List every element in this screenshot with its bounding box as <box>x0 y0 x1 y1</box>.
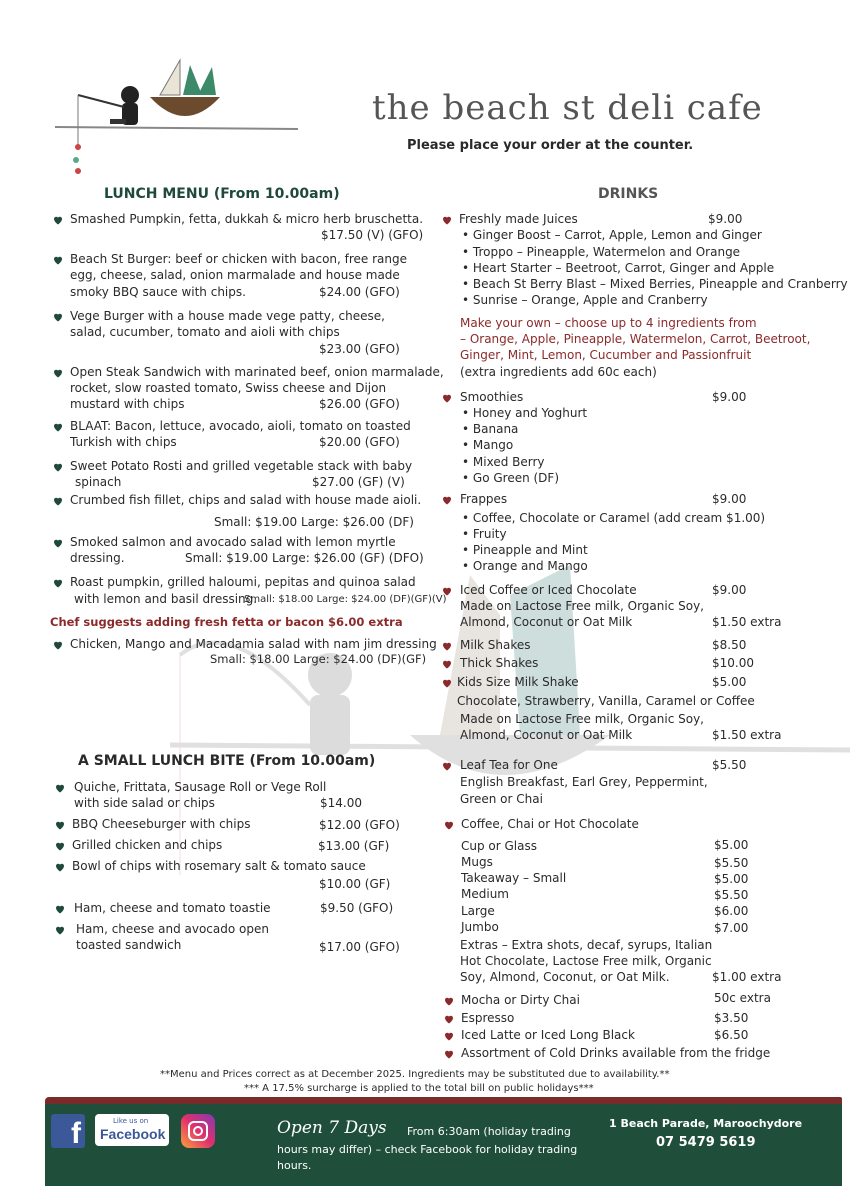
menu-item-name: Open Steak Sandwich with marinated beef, onion marmalade, <box>70 365 444 379</box>
drink-price: $8.50 <box>712 638 747 652</box>
drink-name: Coffee, Chai or Hot Chocolate <box>461 817 639 831</box>
menu-item-name: Ham, cheese and avocado open <box>76 922 269 936</box>
drink-name: Assortment of Cold Drinks available from the fridge <box>461 1046 771 1060</box>
drink-name: Freshly made Juices <box>459 212 578 226</box>
heart-icon <box>441 585 453 597</box>
drink-price: $9.00 <box>712 583 747 597</box>
drink-option: • Mixed Berry <box>462 455 545 469</box>
menu-item-price: $27.00 (GF) (V) <box>312 475 405 489</box>
drink-price: $9.00 <box>712 390 747 404</box>
footer-bar <box>45 1104 842 1186</box>
drink-price: $5.50 <box>714 856 749 870</box>
menu-item-name: Bowl of chips with rosemary salt & tomato sauce <box>72 859 366 873</box>
menu-item-desc: mustard with chips <box>70 397 185 411</box>
drink-name: Iced Latte or Iced Long Black <box>461 1028 635 1042</box>
drink-name: Milk Shakes <box>460 638 531 652</box>
drink-price: $9.00 <box>708 212 743 226</box>
drink-desc: English Breakfast, Earl Grey, Peppermint, <box>460 775 708 789</box>
menu-item-name: Sweet Potato Rosti and grilled vegetable stack with baby <box>70 459 413 473</box>
menu-item-price: $14.00 <box>320 796 362 810</box>
drink-size: Takeaway – Small <box>461 871 567 885</box>
menu-item-price: Small: $18.00 Large: $24.00 (DF)(GF) <box>210 652 427 666</box>
drink-price: $5.50 <box>712 758 747 772</box>
drink-desc: Made on Lactose Free milk, Organic Soy, <box>460 599 704 613</box>
like-us-label: Like us on <box>113 1117 149 1125</box>
drink-desc: Made on Lactose Free milk, Organic Soy, <box>460 712 704 726</box>
make-own-line: (extra ingredients add 60c each) <box>460 365 657 379</box>
facebook-label: Facebook <box>100 1126 166 1142</box>
menu-note: **Menu and Prices correct as at December 2025. Ingredients may be substituted due to availability.** <box>160 1069 670 1080</box>
drink-desc: Chocolate, Strawberry, Vanilla, Caramel or Coffee <box>457 694 755 708</box>
menu-item-desc: Turkish with chips <box>70 435 177 449</box>
drink-option: • Orange and Mango <box>462 559 588 573</box>
menu-item-desc: spinach <box>75 475 122 489</box>
heart-icon <box>54 903 66 915</box>
menu-item-name: Crumbed fish fillet, chips and salad with house made aioli. <box>70 493 422 507</box>
menu-item-name: Grilled chicken and chips <box>72 838 223 852</box>
heart-icon <box>52 311 64 323</box>
menu-item-price: $24.00 (GFO) <box>319 285 400 299</box>
drink-desc: Green or Chai <box>460 792 543 806</box>
menu-item-name: BLAAT: Bacon, lettuce, avocado, aioli, tomato on toasted <box>70 419 411 433</box>
drink-price: $6.00 <box>714 904 749 918</box>
drink-name: Smoothies <box>460 390 524 404</box>
drink-price: $5.50 <box>714 888 749 902</box>
drink-size: Mugs <box>461 855 493 869</box>
heart-icon <box>443 1048 455 1060</box>
menu-item-price: $17.50 (V) (GFO) <box>321 228 424 242</box>
heart-icon <box>441 494 453 506</box>
drink-price: $1.00 extra <box>712 970 782 984</box>
drink-price: $1.50 extra <box>712 615 782 629</box>
drink-option: • Honey and Yoghurt <box>462 406 588 420</box>
drink-price: $3.50 <box>714 1011 749 1025</box>
make-own-line: – Orange, Apple, Pineapple, Watermelon, Carrot, Beetroot, <box>460 332 811 346</box>
make-own-line: Make your own – choose up to 4 ingredients from <box>460 316 757 330</box>
drink-option: • Ginger Boost – Carrot, Apple, Lemon and Ginger <box>462 228 762 242</box>
menu-item-desc: toasted sandwich <box>76 938 182 952</box>
menu-item-price: Small: $19.00 Large: $26.00 (DF) <box>214 515 414 529</box>
menu-item-price: $17.00 (GFO) <box>319 940 400 954</box>
drink-name: Leaf Tea for One <box>460 758 558 772</box>
heart-icon <box>443 819 455 831</box>
menu-item-desc: with side salad or chips <box>74 796 215 810</box>
drink-price: $5.00 <box>714 872 749 886</box>
heart-icon <box>52 537 64 549</box>
menu-item-price: $20.00 (GFO) <box>319 435 400 449</box>
heart-icon <box>441 677 453 689</box>
drinks-heading: DRINKS <box>598 186 659 202</box>
drink-name: Espresso <box>461 1011 515 1025</box>
heart-icon <box>54 924 66 936</box>
address: 1 Beach Parade, Maroochydore <box>609 1117 803 1130</box>
menu-item-price: $9.50 (GFO) <box>320 901 394 915</box>
menu-item-price: $13.00 (GF) <box>318 839 390 853</box>
order-instructions: Please place your order at the counter. <box>407 138 694 153</box>
instagram-icon[interactable] <box>181 1114 215 1148</box>
drink-option: • Beach St Berry Blast – Mixed Berries, Pineapple and Cranberry <box>462 277 848 291</box>
heart-icon <box>52 495 64 507</box>
menu-item-name: BBQ Cheeseburger with chips <box>72 817 251 831</box>
heart-icon <box>443 995 455 1007</box>
chef-suggestion: Chef suggests adding fresh fetta or bacon $6.00 extra <box>50 615 403 629</box>
menu-item-price: $23.00 (GFO) <box>319 342 400 356</box>
drink-size: Cup or Glass <box>461 839 537 853</box>
phone-number[interactable]: 07 5479 5619 <box>656 1135 756 1150</box>
heart-icon <box>54 840 66 852</box>
heart-icon <box>52 421 64 433</box>
menu-item-desc: egg, cheese, salad, onion marmalade and house made <box>70 268 400 282</box>
drink-name: Mocha or Dirty Chai <box>461 993 580 1007</box>
facebook-icon[interactable]: f <box>51 1114 85 1148</box>
menu-item-name: Chicken, Mango and Macadamia salad with nam jim dressing <box>70 637 437 651</box>
heart-icon <box>52 214 64 226</box>
menu-item-name: Roast pumpkin, grilled haloumi, pepitas and quinoa salad <box>70 575 416 589</box>
heart-icon <box>441 658 453 670</box>
menu-item-name: Smoked salmon and avocado salad with lemon myrtle <box>70 535 396 549</box>
surcharge-note: *** A 17.5% surcharge is applied to the total bill on public holidays*** <box>244 1083 594 1094</box>
drink-option: • Coffee, Chocolate or Caramel (add cream $1.00) <box>462 511 766 525</box>
drink-option: • Fruity <box>462 527 507 541</box>
menu-item-price: $10.00 (GF) <box>319 877 391 891</box>
heart-icon <box>441 392 453 404</box>
drink-option: • Go Green (DF) <box>462 471 560 485</box>
drink-name: Thick Shakes <box>460 656 539 670</box>
make-own-line: Ginger, Mint, Lemon, Cucumber and Passionfruit <box>460 348 752 362</box>
opening-hours-line2: hours may differ) – check Facebook for holiday trading <box>277 1143 578 1156</box>
drink-desc: Extras – Extra shots, decaf, syrups, Italian <box>460 938 713 952</box>
lunch-menu-heading: LUNCH MENU (From 10.00am) <box>104 186 340 202</box>
fisher-boat-logo <box>50 55 305 180</box>
heart-icon <box>52 577 64 589</box>
heart-icon <box>52 639 64 651</box>
heart-icon <box>54 861 66 873</box>
drink-desc: Almond, Coconut or Oat Milk <box>460 615 633 629</box>
drink-price: $10.00 <box>712 656 754 670</box>
menu-item-desc: smoky BBQ sauce with chips. <box>70 285 246 299</box>
drink-name: Kids Size Milk Shake <box>457 675 579 689</box>
drink-option: • Sunrise – Orange, Apple and Cranberry <box>462 293 708 307</box>
drink-price: $1.50 extra <box>712 728 782 742</box>
menu-item-price: $26.00 (GFO) <box>319 397 400 411</box>
drink-desc: Almond, Coconut or Oat Milk <box>460 728 633 742</box>
heart-icon <box>441 214 453 226</box>
drink-option: • Mango <box>462 438 514 452</box>
drink-name: Frappes <box>460 492 508 506</box>
menu-item-desc: rocket, slow roasted tomato, Swiss cheese and Dijon <box>70 381 387 395</box>
menu-item-price: Small: $19.00 Large: $26.00 (GF) (DFO) <box>185 551 424 565</box>
menu-item-desc: salad, cucumber, tomato and aioli with chips <box>70 325 340 339</box>
menu-item-price: $12.00 (GFO) <box>319 818 400 832</box>
drink-size: Jumbo <box>461 920 499 934</box>
heart-icon <box>441 760 453 772</box>
drink-price: $9.00 <box>712 492 747 506</box>
heart-icon <box>54 782 66 794</box>
small-lunch-heading: A SMALL LUNCH BITE (From 10.00am) <box>78 753 376 769</box>
heart-icon <box>52 367 64 379</box>
menu-item-name: Smashed Pumpkin, fetta, dukkah & micro herb bruschetta. <box>70 212 424 226</box>
heart-icon <box>54 819 66 831</box>
drink-size: Medium <box>461 887 509 901</box>
heart-icon <box>52 254 64 266</box>
cafe-title: the beach st deli cafe <box>372 88 763 128</box>
menu-item-name: Quiche, Frittata, Sausage Roll or Vege Roll <box>74 780 327 794</box>
heart-icon <box>443 1030 455 1042</box>
open-7-days: Open 7 Days <box>277 1118 387 1138</box>
menu-item-name: Vege Burger with a house made vege patty, cheese, <box>70 309 385 323</box>
opening-hours: From 6:30am (holiday trading <box>407 1125 571 1138</box>
drink-price: $5.00 <box>714 838 749 852</box>
drink-price: $7.00 <box>714 921 749 935</box>
opening-hours-line3: hours. <box>277 1159 312 1172</box>
heart-icon <box>441 640 453 652</box>
menu-item-desc: dressing. <box>70 551 125 565</box>
menu-item-desc: with lemon and basil dressing. <box>74 592 258 606</box>
like-us-facebook-button[interactable] <box>95 1114 169 1146</box>
drink-price: 50c extra <box>714 991 771 1005</box>
drink-desc: Hot Chocolate, Lactose Free milk, Organic <box>460 954 712 968</box>
drink-option: • Heart Starter – Beetroot, Carrot, Ginger and Apple <box>462 261 775 275</box>
drink-size: Large <box>461 904 495 918</box>
drink-option: • Troppo – Pineapple, Watermelon and Orange <box>462 245 741 259</box>
heart-icon <box>443 1013 455 1025</box>
menu-item-name: Beach St Burger: beef or chicken with bacon, free range <box>70 252 408 266</box>
drink-name: Iced Coffee or Iced Chocolate <box>460 583 637 597</box>
drink-price: $5.00 <box>712 675 747 689</box>
drink-option: • Banana <box>462 422 519 436</box>
drink-price: $6.50 <box>714 1028 749 1042</box>
drink-desc: Soy, Almond, Coconut, or Oat Milk. <box>460 970 670 984</box>
menu-item-name: Ham, cheese and tomato toastie <box>74 901 271 915</box>
menu-item-price: Small: $18.00 Large: $24.00 (DF)(GF)(V) <box>244 594 447 605</box>
heart-icon <box>52 461 64 473</box>
drink-option: • Pineapple and Mint <box>462 543 588 557</box>
